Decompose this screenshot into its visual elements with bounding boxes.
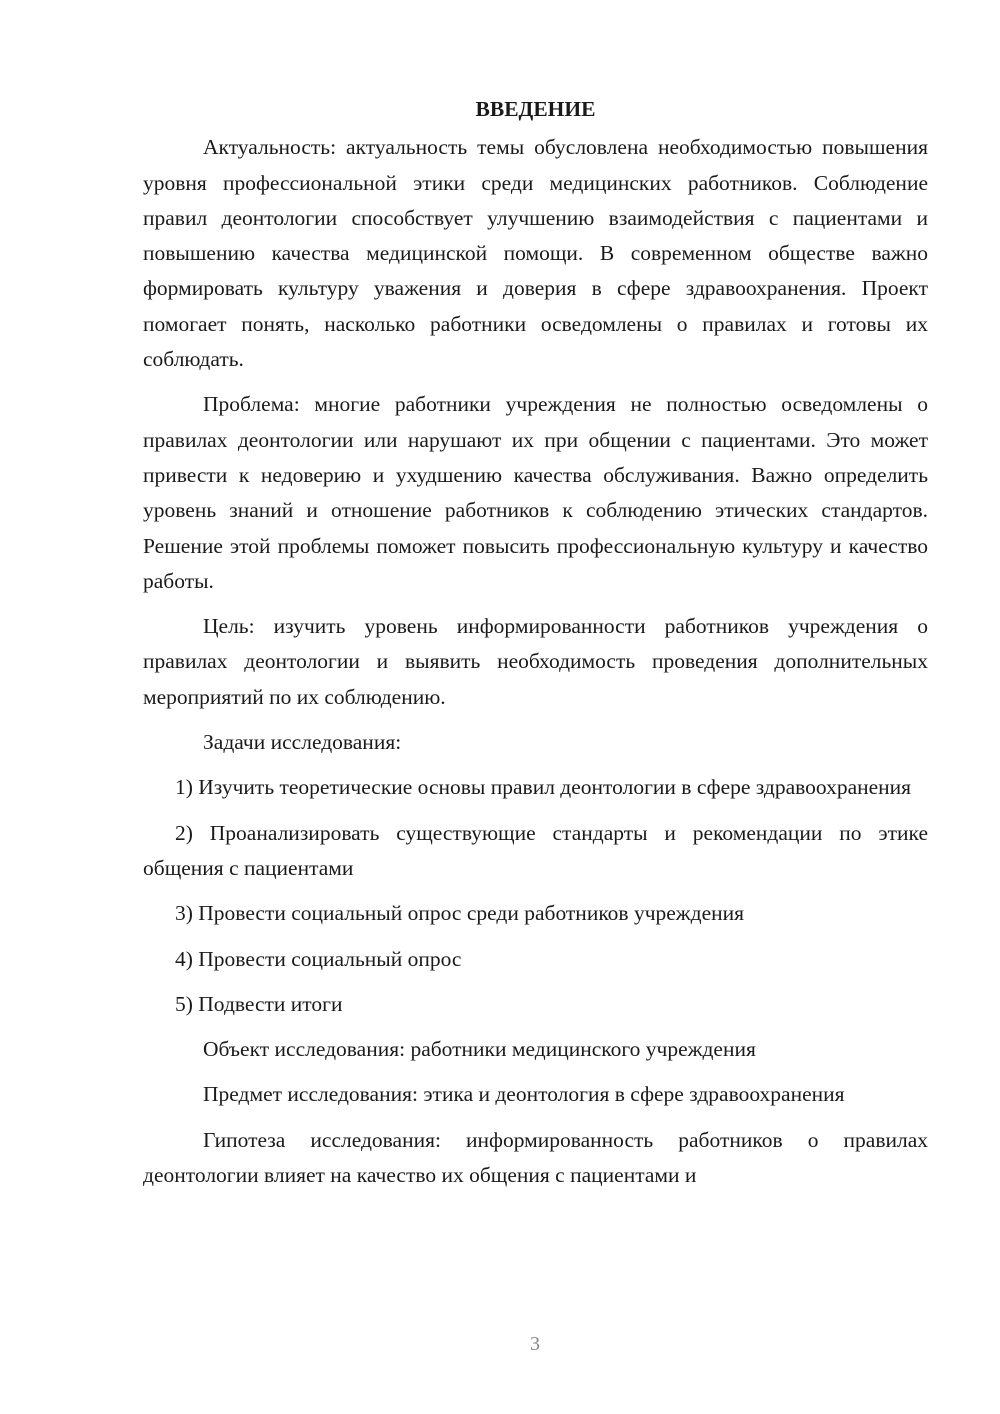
document-body [143,92,928,1193]
tasks-list [143,770,928,1022]
paragraph-goal: Цель: изучить уровень информированности работников учреждения о правилах деонтологии и выявить необходимость проведения дополнительных мероприятий по их соблюдению. [143,614,928,709]
list-item: 4) Провести социальный опрос [175,946,462,971]
list-item: 1) Изучить теоретические основы правил деонтологии в сфере здравоохранения [175,775,912,800]
page-number: 3 [530,1333,540,1355]
list-item: 2) Проанализировать существующие стандарты и рекомендации по этике общения с пациентами [143,820,928,880]
section-title: ВВЕДЕНИЕ [475,97,596,121]
paragraph-problem: Проблема: многие работники учреждения не полностью осведомлены о правилах деонтологии или нарушают их при общении с пациентами. Это может привести к недоверию и ухудшению качества обслуживания. Важно определить уровень знаний и отношение работников к соблюдению этических стандартов. Решение этой проблемы поможет повысить профессиональную культуру и качество работы. [143,392,928,593]
paragraph-object: Объект исследования: работники медицинского учреждения [203,1037,756,1062]
list-item: 5) Подвести итоги [175,991,343,1016]
paragraph-relevance: Актуальность: актуальность темы обусловлена необходимостью повышения уровня профессиональной этики среди медицинских работников. Соблюдение правил деонтологии способствует улучшению взаимодействия с пациентами и повышению качества медицинской помощи. В современном обществе важно формировать культуру уважения и доверия в сфере здравоохранения. Проект помогает понять, насколько работники осведомлены о правилах и готовы их соблюдать. [143,135,928,372]
paragraph-subject: Предмет исследования: этика и деонтология в сфере здравоохранения [203,1082,845,1107]
tasks-heading: Задачи исследования: [203,730,402,755]
paragraph-hypothesis: Гипотеза исследования: информированность работников о правилах деонтологии влияет на качество их общения с пациентами и [143,1127,928,1188]
list-item: 3) Провести социальный опрос среди работников учреждения [175,901,745,926]
